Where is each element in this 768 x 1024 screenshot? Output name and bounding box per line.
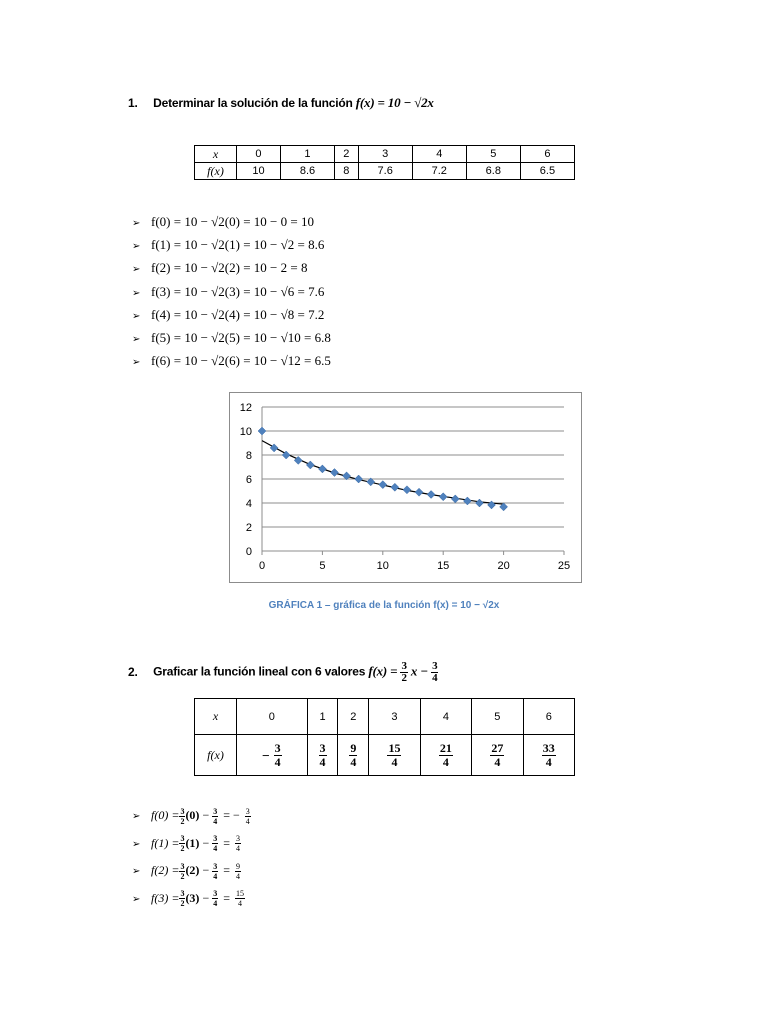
table-cell-x: 0 (237, 146, 281, 163)
fraction (349, 742, 357, 769)
list-item (132, 857, 251, 885)
fraction-denominator: 4 (442, 754, 449, 769)
fraction-numerator: 21 (439, 740, 452, 755)
data-point (306, 461, 314, 469)
eval-minus: − (202, 835, 210, 850)
data-point (463, 497, 471, 505)
sign: − (262, 747, 270, 763)
x-tick-label: 0 (258, 560, 266, 572)
fraction-denominator: 4 (319, 754, 326, 769)
table-cell-fx (338, 735, 369, 776)
trendline (262, 441, 504, 505)
fraction-numerator: 3 (274, 740, 281, 755)
fraction (490, 742, 504, 769)
arrow-bullet-icon: ➢ (132, 357, 141, 369)
table-cell-x: 1 (280, 146, 334, 163)
eval-arg: (1) (185, 835, 200, 850)
table-cell-x: 6 (523, 699, 574, 735)
list-item (132, 303, 331, 326)
fraction-denominator: 2 (180, 871, 185, 881)
eval-minus: − (202, 808, 210, 822)
fraction (274, 742, 282, 769)
data-point (475, 499, 483, 507)
list-item (132, 280, 331, 303)
fraction-denominator: 4 (213, 816, 218, 826)
arrow-bullet-icon: ➢ (132, 893, 141, 905)
table-cell-fx: 6.5 (520, 163, 574, 180)
section-formula: f(x) = 10 − √2x (355, 95, 434, 110)
formula-fraction-b (431, 661, 438, 684)
fraction (245, 807, 251, 826)
fraction (212, 889, 218, 908)
arrow-bullet-icon: ➢ (132, 866, 141, 877)
fraction-denominator: 4 (213, 844, 218, 854)
table-cell-fx: 8 (335, 163, 359, 180)
x-tick-label: 25 (557, 560, 571, 572)
values-table-2 (194, 698, 575, 776)
table-row-label: x (195, 146, 237, 163)
table-cell-fx: 6.8 (466, 163, 520, 180)
evaluation-text: f(4) = 10 − √2(4) = 10 − √8 = 7.2 (151, 306, 325, 322)
values-table-1 (194, 145, 575, 180)
x-tick-label: 20 (497, 560, 510, 572)
arrow-bullet-icon: ➢ (132, 218, 141, 229)
fraction-denominator: 4 (245, 816, 250, 826)
eval-equals: = (223, 863, 230, 877)
y-tick-label: 0 (245, 546, 252, 558)
table-cell-fx (307, 735, 338, 776)
table-cell-fx: 10 (237, 163, 281, 180)
y-tick-label: 10 (239, 426, 252, 438)
list-item (132, 885, 251, 913)
table-cell-fx (237, 735, 308, 776)
eval-equals: = (223, 835, 230, 850)
list-item (132, 256, 331, 279)
table-cell-x: 0 (237, 699, 308, 735)
fraction-numerator: 9 (236, 861, 240, 871)
fraction-numerator: 27 (491, 740, 504, 755)
table-cell-x: 4 (420, 699, 471, 735)
section-number: 2. (128, 664, 138, 679)
section-title: Graficar la función lineal con 6 valores (153, 664, 366, 679)
data-point (391, 483, 399, 491)
fraction (542, 742, 556, 769)
list-item (132, 830, 251, 858)
data-point (258, 427, 266, 435)
evaluation-text: f(0) = 10 − √2(0) = 10 − 0 = 10 (151, 214, 314, 229)
data-point (379, 481, 387, 489)
data-point (330, 469, 338, 477)
table-row (195, 735, 575, 776)
data-point (415, 488, 423, 496)
list-item (132, 802, 251, 830)
chart-frame (229, 392, 582, 583)
list-item (132, 233, 331, 256)
y-tick-label: 8 (245, 450, 252, 462)
data-point (355, 475, 363, 483)
arrow-bullet-icon: ➢ (132, 241, 141, 253)
arrow-bullet-icon: ➢ (132, 838, 141, 850)
y-tick-label: 2 (245, 522, 252, 534)
formula-fraction-a (400, 661, 407, 684)
table-cell-x: 5 (466, 146, 520, 163)
eval-arg: (0) (185, 808, 200, 822)
fraction-numerator: 3 (180, 806, 185, 816)
fraction (235, 889, 245, 908)
data-point (403, 486, 411, 494)
table-cell-fx: 8.6 (280, 163, 334, 180)
x-tick-label: 5 (319, 560, 326, 572)
list-item (132, 349, 331, 372)
data-point (427, 490, 435, 498)
fraction-denominator: 2 (401, 672, 407, 684)
section-2-heading (128, 661, 438, 684)
fraction-denominator: 4 (274, 754, 281, 769)
fraction-numerator: 3 (245, 806, 250, 816)
chart-caption: GRÁFICA 1 – gráfica de la función f(x) = 10 − √2x (268, 600, 500, 611)
table-cell-fx (472, 735, 523, 776)
formula-prefix: f(x) = (368, 663, 398, 679)
table-cell-x: 4 (412, 146, 466, 163)
table-cell-fx: 7.2 (412, 163, 466, 180)
fraction-numerator: 15 (388, 740, 401, 755)
eval-lhs: f(0) = (151, 808, 180, 822)
fraction-denominator: 4 (545, 754, 552, 769)
evaluation-list-2 (132, 802, 251, 912)
data-point (318, 465, 326, 473)
eval-arg: (2) (185, 863, 200, 877)
fraction (319, 742, 327, 769)
fraction-numerator: 3 (213, 861, 218, 871)
fraction-numerator: 3 (180, 834, 185, 844)
fraction (212, 862, 218, 881)
y-tick-label: 6 (245, 474, 252, 486)
table-cell-x: 5 (472, 699, 523, 735)
data-point (488, 501, 496, 509)
fraction-denominator: 4 (236, 844, 240, 854)
y-tick-label: 12 (239, 402, 252, 414)
list-item (132, 210, 331, 233)
table-row (195, 146, 575, 163)
fraction-denominator: 4 (391, 754, 398, 769)
function-chart (230, 393, 581, 582)
fraction-numerator: 3 (319, 740, 326, 755)
evaluation-text: f(6) = 10 − √2(6) = 10 − √12 = 6.5 (151, 353, 331, 369)
eval-minus: − (202, 890, 210, 905)
table-row-label: f(x) (195, 735, 237, 776)
arrow-bullet-icon: ➢ (132, 264, 141, 276)
fraction-numerator: 15 (236, 889, 244, 899)
data-point (451, 495, 459, 503)
fraction-denominator: 2 (180, 899, 185, 909)
fraction (235, 834, 241, 853)
fraction (212, 834, 218, 853)
fraction-denominator: 2 (180, 844, 185, 854)
table-cell-x: 3 (358, 146, 412, 163)
fraction-denominator: 4 (350, 754, 357, 769)
eval-equals: = (223, 890, 230, 905)
evaluation-text: f(3) = 10 − √2(3) = 10 − √6 = 7.6 (151, 283, 325, 299)
section-1-heading (128, 95, 434, 111)
eval-equals: = − (223, 808, 240, 822)
evaluation-text: f(1) = 10 − √2(1) = 10 − √2 = 8.6 (151, 237, 325, 253)
arrow-bullet-icon: ➢ (132, 310, 141, 322)
table-cell-x: 3 (369, 699, 420, 735)
table-row (195, 699, 575, 735)
fraction (387, 742, 401, 769)
evaluation-text: f(2) = 10 − √2(2) = 10 − 2 = 8 (151, 260, 308, 276)
fraction-numerator: 3 (180, 861, 185, 871)
table-cell-fx (369, 735, 420, 776)
arrow-bullet-icon: ➢ (132, 811, 141, 822)
fraction-numerator: 33 (542, 740, 555, 755)
fraction-numerator: 3 (180, 889, 185, 899)
table-cell-fx (420, 735, 471, 776)
fraction-denominator: 2 (180, 816, 185, 826)
table-cell-fx: 7.6 (358, 163, 412, 180)
formula-mid: x − (410, 663, 428, 679)
eval-arg: (3) (185, 890, 200, 905)
arrow-bullet-icon: ➢ (132, 287, 141, 299)
fraction-numerator: 9 (350, 740, 357, 755)
fraction-numerator: 3 (213, 834, 218, 844)
eval-lhs: f(1) = (151, 835, 180, 850)
evaluation-list-1 (132, 210, 331, 372)
fraction (235, 862, 241, 881)
evaluation-text: f(5) = 10 − √2(5) = 10 − √10 = 6.8 (151, 329, 331, 345)
list-item (132, 326, 331, 349)
section-title: Determinar la solución de la función (153, 96, 353, 110)
table-cell-fx (523, 735, 574, 776)
y-tick-label: 4 (245, 498, 252, 510)
fraction-denominator: 4 (494, 754, 501, 769)
fraction-numerator: 3 (236, 834, 240, 844)
table-cell-x: 2 (335, 146, 359, 163)
fraction (439, 742, 453, 769)
x-tick-label: 15 (437, 560, 450, 572)
eval-lhs: f(2) = (151, 863, 180, 877)
fraction-numerator: 3 (401, 660, 407, 672)
fraction-numerator: 3 (213, 806, 218, 816)
eval-lhs: f(3) = (151, 890, 180, 905)
fraction-denominator: 4 (213, 871, 218, 881)
fraction-numerator: 3 (432, 660, 438, 672)
table-row-label: x (195, 699, 237, 735)
section-number: 1. (128, 96, 138, 110)
fraction-numerator: 3 (213, 889, 218, 899)
table-cell-x: 1 (307, 699, 338, 735)
x-tick-label: 10 (376, 560, 389, 572)
fraction-denominator: 4 (213, 899, 218, 909)
data-point (439, 493, 447, 501)
table-row (195, 163, 575, 180)
fraction (212, 807, 218, 826)
table-cell-x: 6 (520, 146, 574, 163)
table-cell-x: 2 (338, 699, 369, 735)
eval-minus: − (202, 863, 210, 877)
fraction-denominator: 4 (236, 871, 240, 881)
arrow-bullet-icon: ➢ (132, 333, 141, 345)
fraction-denominator: 4 (238, 899, 242, 909)
table-row-label: f(x) (195, 163, 237, 180)
fraction-denominator: 4 (432, 672, 438, 684)
